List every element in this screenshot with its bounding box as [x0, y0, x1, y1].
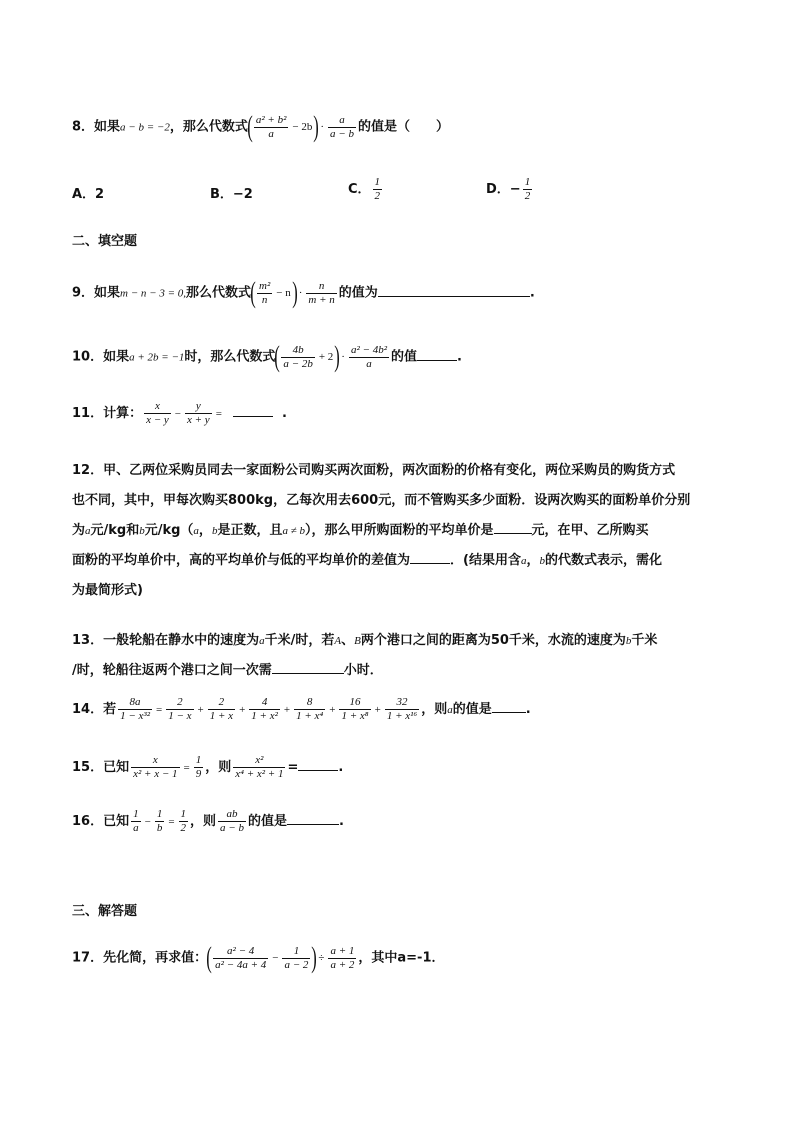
q12-answer-blank-2 [410, 551, 450, 564]
question-10: 10．如果a + 2b = −1时，那么代数式( $\frac{4b}{a - 2b}$ + 2)· $\frac{\text{a² − 4b²}}{a}$ 的值 . [72, 340, 462, 373]
question-12: 12．甲、乙两位采购员同去一家面粉公司购买两次面粉，两次面粉的价格有变化，两位采购员的购货方式 也不同，其中，甲每次购买800kg，乙每次用去600元，而不管购买多少面粉．设两次购买的面粉单价分别 为a元/kg和b元/kg（a，b是正数，且a ≠ b），那么甲所购面粉的平均单价是 元，在甲、乙所购买 面粉的平均单价中，高的平均单价与低的平均单价的差值为 ．(结果用含a，b的代数式表示，需化 为最简形式) [72, 463, 691, 598]
q12-answer-blank-1 [494, 521, 532, 534]
q13-answer-blank [272, 661, 344, 674]
q8-second-fraction: $\frac{a}{a - b}$ [330, 113, 354, 140]
question-8: 8．如果a − b = −2，那么代数式( $\frac{\text{a² + b²}}{a}$ − 2b)· $\frac{a}{a - b}$ 的值是（ ） [72, 110, 449, 143]
q8-option-b: B．−2 [210, 187, 253, 202]
question-17: 17．先化简，再求值：( $\frac{\text{a² − 4}}{\text{a² − 4a + 4}}$ − $\frac{1}{a - 2}$ )÷ $\frac{a + 1}{a + 2}$ ，其中a=-1． [72, 941, 445, 974]
q8-mid-text: ，那么代数式 [169, 119, 248, 135]
q8-inner-fraction: $\frac{\text{a² + b²}}{a}$ [255, 113, 287, 140]
q8-label: 8．如果 [72, 119, 121, 135]
q9-condition: m − n − 3 = 0, [120, 287, 187, 300]
section-fill-in-heading: 二、填空题 [72, 234, 138, 249]
q8-condition: a − b = −2 [120, 121, 170, 134]
q11-answer-blank [233, 404, 273, 417]
q8-option-a: A．2 [72, 187, 105, 202]
q8-end-text: 的值是（ ） [357, 119, 449, 135]
q10-condition: a + 2b = −1 [129, 351, 185, 364]
right-paren: ) [313, 110, 320, 143]
question-9: 9．如果m − n − 3 = 0,那么代数式( $\frac{\text{m²}}{n}$ − n)· $\frac{n}{m + n}$ 的值为 . [72, 276, 535, 309]
q8-option-d: D．− $\frac{1}{2}$ [486, 176, 531, 202]
question-14: 14．若 $\frac{8a}{\text{1 − x³²}}$ = $\frac{2}{1 - x}$ + $\frac{2}{1 + x}$ + $\frac{4}{\text{1 + x²}}$ + $\frac{8}{\text{1 + x⁴}}$ + $\frac{16}{\text{1 + x⁸}}$ + $\frac{32}{\text{1 + x¹⁶}}$ ，则a的值是 . [72, 696, 531, 722]
question-15: 15．已知 $\frac{x}{\text{x² + x − 1}}$ = $\frac{1}{9}$ ，则 $\frac{\text{x²}}{\text{x⁴ + x² + 1}}$ = . [72, 754, 344, 780]
left-paren: ( [247, 110, 253, 143]
q14-answer-blank [492, 700, 526, 713]
section-answer-heading: 三、解答题 [72, 904, 138, 919]
q9-answer-blank [378, 284, 530, 297]
question-16: 16．已知 $\frac{1}{a}$ − $\frac{1}{b}$ = $\frac{1}{2}$ ，则 $\frac{ab}{a - b}$ 的值是 . [72, 808, 344, 834]
q8-inner-tail: − 2b [292, 121, 313, 133]
q16-answer-blank [287, 812, 339, 825]
q8-option-c: C． $\frac{1}{2}$ [348, 176, 381, 202]
q15-answer-blank [298, 758, 338, 771]
question-11: 11．计算： $\frac{x}{x - y}$ − $\frac{y}{x + y}$ = . [72, 400, 287, 426]
question-13: 13．一般轮船在静水中的速度为a千米/时，若A、B两个港口之间的距离为50千米，水流的速度为b千米 /时，轮船往返两个港口之间一次需 小时． [72, 633, 658, 678]
q10-answer-blank [417, 348, 457, 361]
